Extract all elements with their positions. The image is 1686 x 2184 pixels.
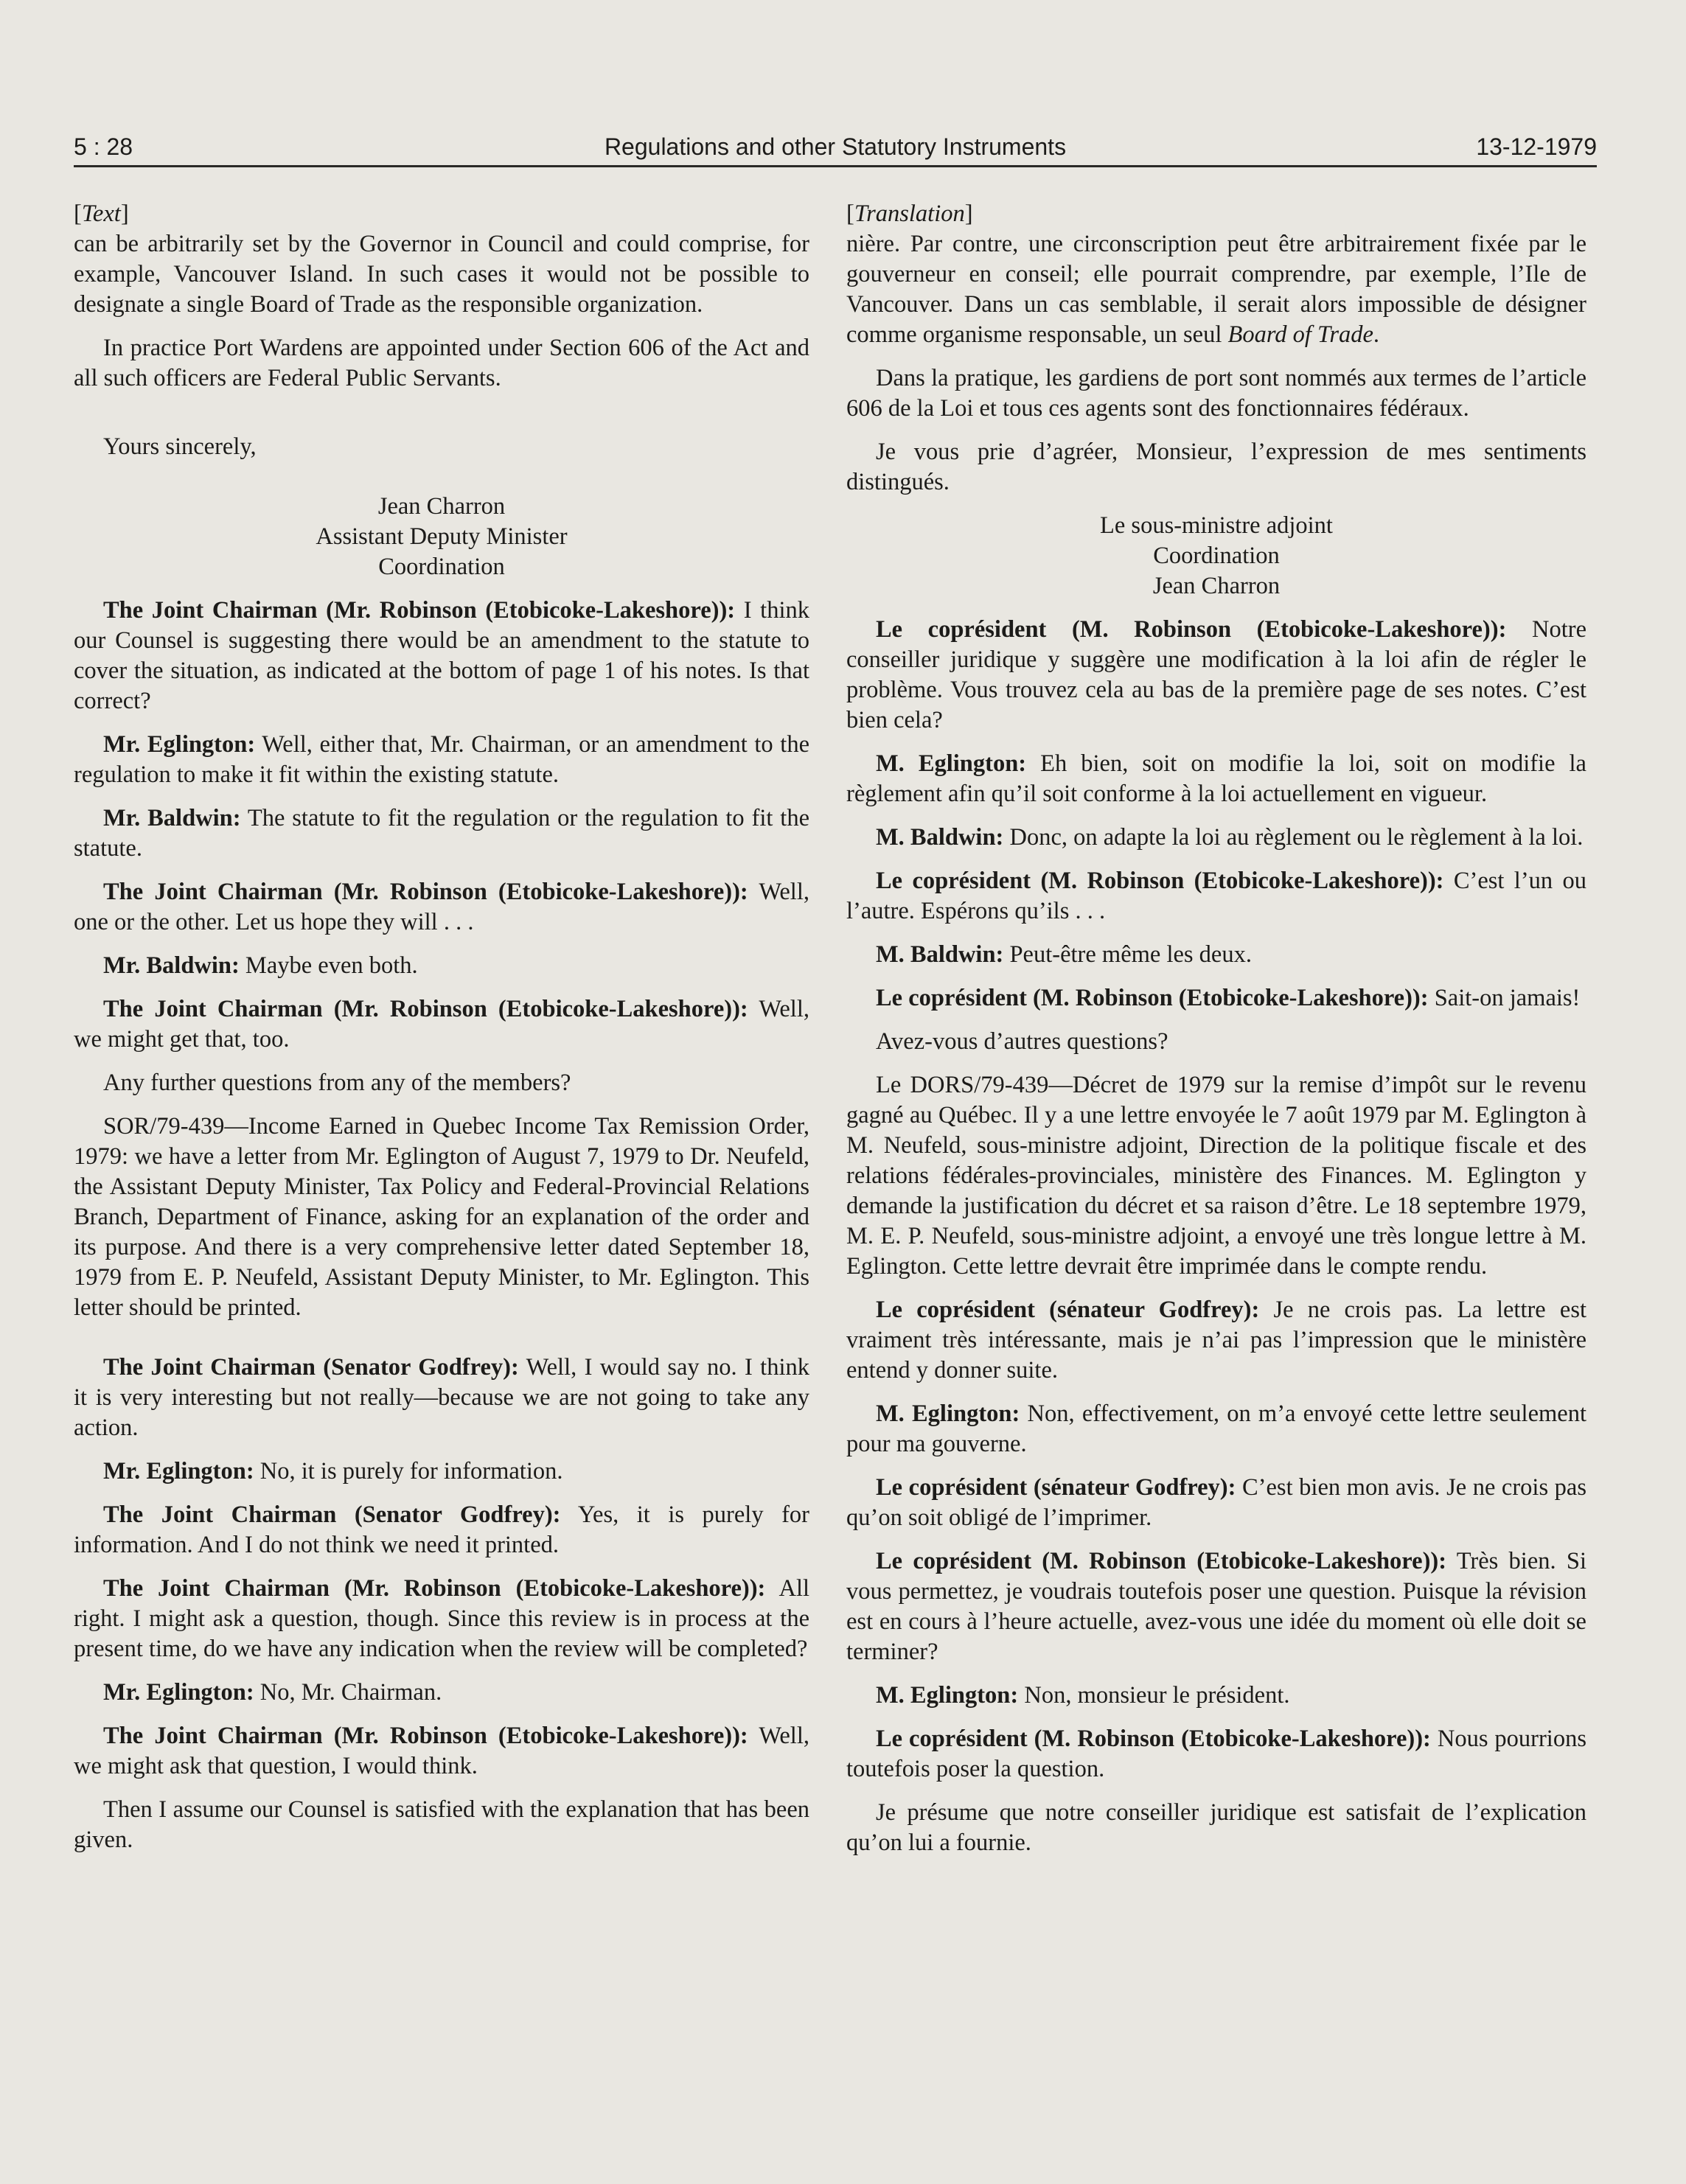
speech	[846, 1546, 1586, 1667]
speech	[74, 877, 809, 938]
speech	[846, 940, 1586, 970]
header-title: Regulations and other Statutory Instruments	[604, 133, 1067, 160]
paragraph: can be arbitrarily set by the Governor in Council and could comprise, for example, Vancouver Island. In such cases it would not be possible to designate a single Board of Trade as the responsible organization.	[74, 231, 809, 318]
speech-text: Well, I would say no. I think it is very interesting but not really—because we are not going to take any action.	[74, 1354, 809, 1441]
speech	[846, 866, 1586, 927]
emphasis: Board of Trade	[1227, 321, 1373, 348]
running-header	[74, 124, 1597, 167]
speech-text: Maybe even both.	[245, 952, 418, 979]
speech	[74, 1456, 809, 1487]
signature-name: Jean Charron	[1152, 573, 1281, 599]
speech	[74, 803, 809, 864]
speech	[74, 951, 809, 981]
speech	[846, 615, 1586, 736]
french-column	[846, 199, 1586, 1871]
speaker: The Joint Chairman (Mr. Robinson (Etobicoke-Lakeshore)):	[103, 996, 748, 1022]
speech-text: Très bien. Si vous permettez, je voudrais toutefois poser une question. Puisque la révision est en cours à l’heure actuelle, avez-vous une idée du moment où elle doit se terminer?	[846, 1548, 1586, 1665]
paragraph: Je présume que notre conseiller juridique est satisfait de l’explication qu’on lui a fournie.	[846, 1799, 1586, 1856]
speaker: M. Baldwin:	[876, 941, 1004, 968]
header-date: 13-12-1979	[1476, 133, 1597, 160]
speech	[74, 1721, 809, 1782]
paragraph: SOR/79-439—Income Earned in Quebec Income Tax Remission Order, 1979: we have a letter from Mr. Eglington of August 7, 1979 to Dr. Neufeld, the Assistant Deputy Minister, Tax Policy and Federal-Provincial Relations Branch, Department of Finance, asking for an explanation of the order and its purpose. And there is a very comprehensive letter dated September 18, 1979 from E. P. Neufeld, Assistant Deputy Minister, to Mr. Eglington. This letter should be printed.	[74, 1113, 809, 1321]
speech	[74, 1574, 809, 1664]
speech-text: Well, we might get that, too.	[74, 996, 809, 1053]
speaker: The Joint Chairman (Mr. Robinson (Etobicoke-Lakeshore)):	[103, 1575, 766, 1602]
paragraph: Dans la pratique, les gardiens de port sont nommés aux termes de l’article 606 de la Loi et tous ces agents sont des fonctionnaires fédéraux.	[846, 365, 1586, 422]
speech	[846, 1399, 1586, 1459]
speaker: Le coprésident (M. Robinson (Etobicoke-Lakeshore)):	[876, 868, 1444, 894]
speaker: M. Eglington:	[876, 750, 1027, 777]
speech	[74, 730, 809, 790]
speech-text: Well, either that, Mr. Chairman, or an amendment to the regulation to make it fit within the existing statute.	[74, 731, 809, 788]
paragraph: nière. Par contre, une circonscription peut être arbitrairement fixée par le gouverneur en conseil; elle pourrait comprendre, par exemple, l’Ile de Vancouver. Dans un cas semblable, il serait alors impossible de désigner comme organisme responsable, un seul Board of Trade.	[846, 231, 1586, 348]
speaker: The Joint Chairman (Senator Godfrey):	[103, 1354, 519, 1381]
speech	[846, 749, 1586, 809]
speech-text: Donc, on adapte la loi au règlement ou le règlement à la loi.	[1009, 824, 1584, 851]
speaker: The Joint Chairman (Mr. Robinson (Etobicoke-Lakeshore)):	[103, 1723, 748, 1749]
speaker: The Joint Chairman (Senator Godfrey):	[103, 1501, 561, 1528]
speaker: Mr. Baldwin:	[103, 805, 241, 831]
signature-name: Jean Charron	[377, 493, 506, 520]
speech	[74, 596, 809, 716]
speaker: M. Eglington:	[876, 1682, 1019, 1709]
speaker: M. Baldwin:	[876, 824, 1004, 851]
speech-text: No, it is purely for information.	[259, 1458, 563, 1485]
paragraph: Avez-vous d’autres questions?	[876, 1028, 1168, 1055]
page-number: 5 : 28	[74, 133, 133, 160]
closing: Yours sincerely,	[103, 433, 257, 460]
speech	[846, 1295, 1586, 1386]
signature-title: Assistant Deputy Minister	[316, 523, 568, 550]
speech-text: Well, we might ask that question, I would think.	[74, 1723, 809, 1779]
speech-text: Non, monsieur le président.	[1024, 1682, 1290, 1709]
signature-block	[846, 511, 1586, 601]
speech	[846, 1473, 1586, 1533]
speech	[846, 823, 1586, 853]
closing: Je vous prie d’agréer, Monsieur, l’expression de mes sentiments distingués.	[846, 439, 1586, 495]
speech-text: C’est bien mon avis. Je ne crois pas qu’on soit obligé de l’imprimer.	[846, 1474, 1586, 1531]
paragraph: In practice Port Wardens are appointed under Section 606 of the Act and all such officers are Federal Public Servants.	[74, 335, 809, 391]
speech	[74, 1500, 809, 1560]
speaker: M. Eglington:	[876, 1400, 1020, 1427]
paragraph: Any further questions from any of the members?	[103, 1070, 571, 1096]
speech-text: No, Mr. Chairman.	[259, 1679, 442, 1706]
speech-text: All right. I might ask a question, though. Since this review is in process at the present time, do we have any indication when the review will be completed?	[74, 1575, 809, 1662]
speech	[74, 994, 809, 1055]
speech-text: Nous pourrions toutefois poser la question.	[846, 1726, 1586, 1782]
speech-text: C’est l’un ou l’autre. Espérons qu’ils . . .	[846, 868, 1586, 924]
speech	[846, 983, 1586, 1013]
speech	[74, 1678, 809, 1708]
speech-text: Peut-être même les deux.	[1009, 941, 1252, 968]
speech-text: Eh bien, soit on modifie la loi, soit on modifie la règlement afin qu’il soit conforme à la loi actuellement en vigueur.	[846, 750, 1586, 807]
translation-tag: [Translation]	[846, 200, 973, 227]
signature-block	[74, 492, 809, 582]
speech-text: The statute to fit the regulation or the regulation to fit the statute.	[74, 805, 810, 862]
speaker: Le coprésident (M. Robinson (Etobicoke-Lakeshore)):	[876, 1548, 1447, 1574]
signature-title: Le sous-ministre adjoint	[1100, 512, 1333, 539]
speaker: Le coprésident (M. Robinson (Etobicoke-Lakeshore)):	[876, 985, 1429, 1011]
text-tag: [Text]	[74, 200, 129, 227]
speaker: The Joint Chairman (Mr. Robinson (Etobicoke-Lakeshore)):	[103, 597, 736, 624]
speech-text: Well, one or the other. Let us hope they will . . .	[74, 879, 809, 935]
english-column	[74, 199, 809, 1869]
speech-text: I think our Counsel is suggesting there would be an amendment to the statute to cover the situation, as indicated at the bottom of page 1 of his notes. Is that correct?	[74, 597, 809, 714]
speech-text: Yes, it is purely for information. And I do not think we need it printed.	[74, 1501, 809, 1558]
speech	[846, 1681, 1586, 1711]
speaker: Le coprésident (sénateur Godfrey):	[876, 1474, 1236, 1501]
speaker: Le coprésident (M. Robinson (Etobicoke-Lakeshore)):	[876, 616, 1507, 643]
speaker: Le coprésident (M. Robinson (Etobicoke-Lakeshore)):	[876, 1726, 1431, 1752]
speech	[74, 1353, 809, 1443]
speaker: Mr. Eglington:	[103, 1679, 254, 1706]
speaker: The Joint Chairman (Mr. Robinson (Etobicoke-Lakeshore)):	[103, 879, 748, 905]
speech-text: Je ne crois pas. La lettre est vraiment très intéressante, mais je n’ai pas l’impression que le ministère entend y donner suite.	[846, 1297, 1587, 1384]
speaker: Le coprésident (sénateur Godfrey):	[876, 1297, 1260, 1323]
speech	[846, 1724, 1586, 1784]
speech-text: Non, effectivement, on m’a envoyé cette lettre seulement pour ma gouverne.	[846, 1400, 1586, 1457]
speech-text: Sait-on jamais!	[1434, 985, 1581, 1011]
signature-dept: Coordination	[1153, 542, 1280, 569]
signature-dept: Coordination	[378, 554, 505, 580]
paragraph: Then I assume our Counsel is satisfied with the explanation that has been given.	[74, 1796, 809, 1853]
speaker: Mr. Eglington:	[103, 731, 256, 758]
speaker: Mr. Baldwin:	[103, 952, 240, 979]
speaker: Mr. Eglington:	[103, 1458, 254, 1485]
paragraph: Le DORS/79-439—Décret de 1979 sur la remise d’impôt sur le revenu gagné au Québec. Il y a une lettre envoyée le 7 août 1979 par M. Eglington à M. Neufeld, sous-ministre adjoint, Direction de la politique fiscale et des relations fédérales-provinciales, ministère des Finances. M. Eglington y demande la justification du décret et sa raison d’être. Le 18 septembre 1979, M. E. P. Neufeld, sous-ministre adjoint, a envoyé une très longue lettre à M. Eglington. Cette lettre devrait être imprimée dans le compte rendu.	[846, 1072, 1586, 1280]
speech-text: Notre conseiller juridique y suggère une modification à la loi afin de régler le problème. Vous trouvez cela au bas de la première page de ses notes. C’est bien cela?	[846, 616, 1586, 733]
